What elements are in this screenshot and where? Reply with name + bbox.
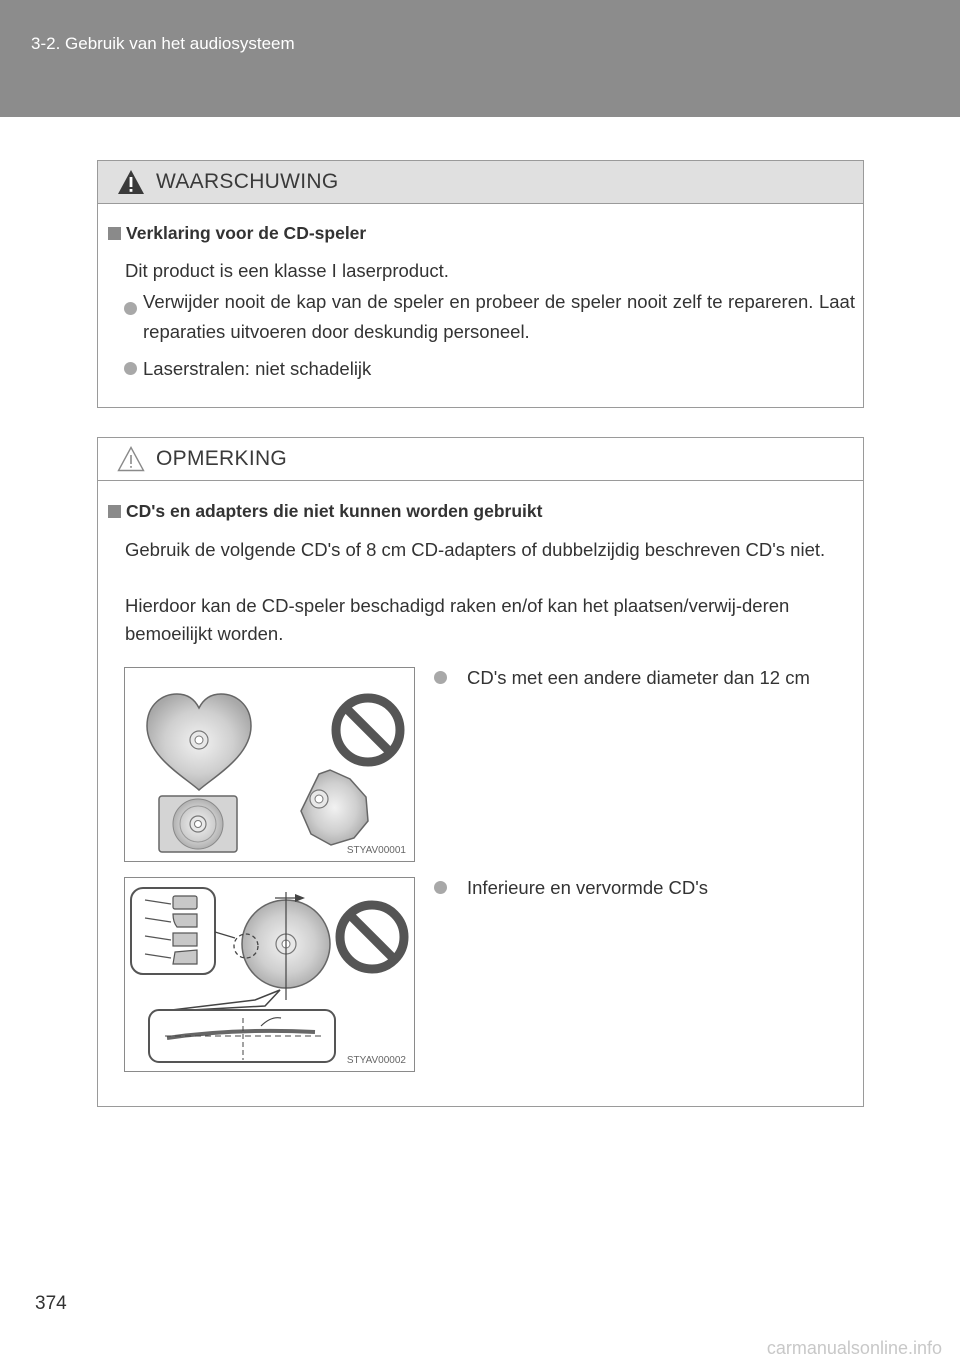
deformed-disc-illustration <box>125 878 416 1073</box>
warning-bullet-2: Laserstralen: niet schadelijk <box>143 358 372 379</box>
section-header-bar <box>0 0 960 117</box>
round-bullet-icon <box>434 881 447 894</box>
notice-item-2: Inferieure en vervormde CD's <box>467 877 709 898</box>
square-bullet-icon <box>108 227 121 240</box>
prohibited-icon <box>340 905 404 969</box>
round-bullet-icon <box>124 302 137 315</box>
section-title: 3-2. Gebruik van het audiosysteem <box>31 34 295 53</box>
notice-paragraph-2: Hierdoor kan de CD-speler beschadigd raken en/of kan het plaatsen/verwij-deren bemoeilijkt worden. <box>125 595 790 644</box>
footer-watermark: carmanualsonline.info <box>766 1338 942 1358</box>
warning-header <box>98 161 863 204</box>
warning-title: WAARSCHUWING <box>156 170 339 193</box>
square-bullet-icon <box>108 505 121 518</box>
warning-intro: Dit product is een klasse I laserproduct. <box>125 260 449 281</box>
odd-shaped-disc-illustration <box>125 668 416 863</box>
prohibited-icon <box>336 698 400 762</box>
warning-triangle-icon <box>117 169 145 195</box>
figure-odd-shaped-discs <box>124 667 415 862</box>
warning-bullet-1: Verwijder nooit de kap van de speler en probeer de speler nooit zelf te repareren. Laat reparaties uitvoeren door deskundig personeel. <box>143 291 855 342</box>
caution-triangle-icon <box>117 446 145 472</box>
notice-subheading: CD's en adapters die niet kunnen worden gebruikt <box>126 501 543 521</box>
warning-subheading: Verklaring voor de CD-speler <box>126 223 367 243</box>
notice-box <box>97 437 864 1107</box>
figure-code: STYAV00001 <box>346 845 406 856</box>
warning-box <box>97 160 864 408</box>
figure-deformed-discs <box>124 877 415 1072</box>
notice-header <box>98 438 863 481</box>
notice-item-1: CD's met een andere diameter dan 12 cm <box>467 667 810 688</box>
figure-code: STYAV00002 <box>346 1055 406 1066</box>
round-bullet-icon <box>434 671 447 684</box>
page-number: 374 <box>35 1293 67 1314</box>
round-bullet-icon <box>124 362 137 375</box>
notice-title: OPMERKING <box>156 447 288 470</box>
notice-paragraph-1: Gebruik de volgende CD's of 8 cm CD-adapters of dubbelzijdig beschreven CD's niet. <box>125 539 826 560</box>
